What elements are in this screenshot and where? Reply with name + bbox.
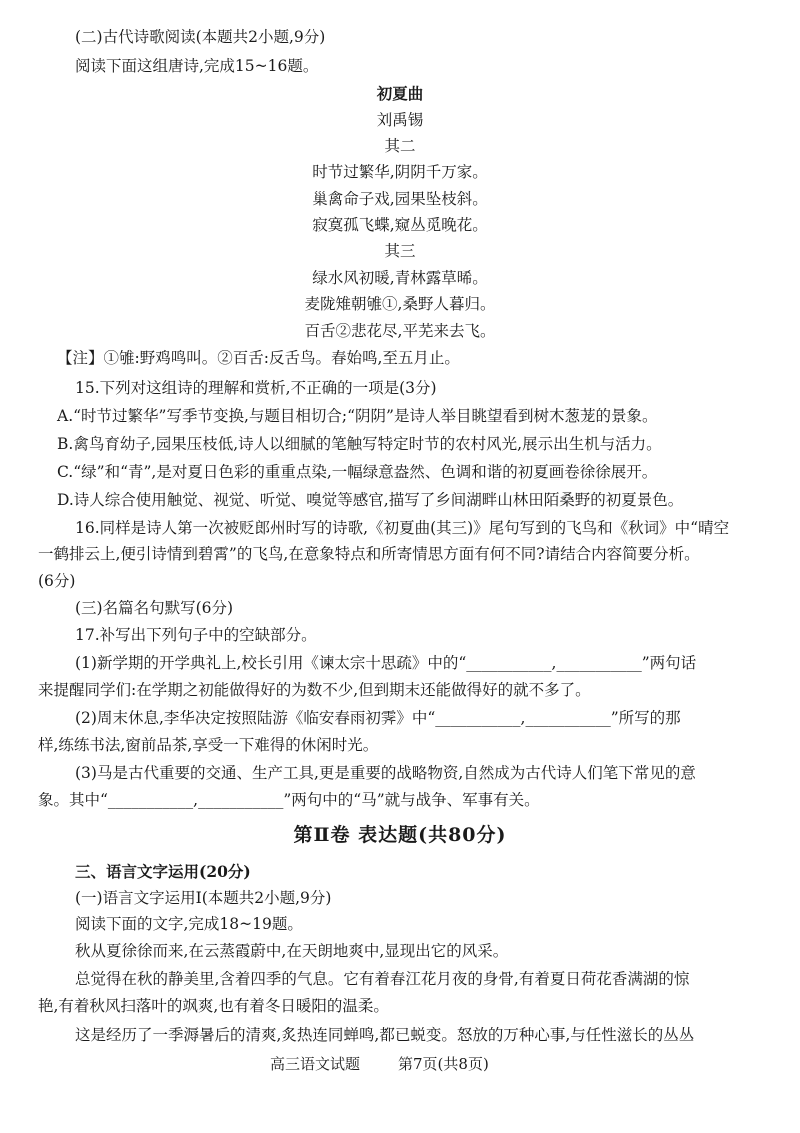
part2-title: 第Ⅱ卷 表达题(共80分) (293, 824, 507, 846)
poem-part2-label: 其二 (384, 137, 416, 155)
q16-line: (6分) (38, 572, 76, 590)
poem-part3-label: 其三 (384, 242, 416, 260)
poem-line: 麦陇雉朝雊①,桑野人暮归。 (304, 295, 496, 313)
section-famous-lines-heading: (三)名篇名句默写(6分) (75, 599, 234, 617)
q15-option-d: D.诗人综合使用触觉、视觉、听觉、嗅觉等感官,描写了乡间湖畔山林田陌桑野的初夏景色。 (57, 491, 684, 509)
section3-heading: 三、语言文字运用(20分) (75, 862, 251, 881)
poem-author: 刘禹锡 (376, 111, 424, 129)
poem-line: 时节过繁华,阴阴千万家。 (312, 163, 488, 181)
passage-paragraph-cont: 艳,有着秋风扫落叶的飒爽,也有着冬日暖阳的温柔。 (38, 997, 389, 1015)
poem-note: 【注】①雊:野鸡鸣叫。②百舌:反舌鸟。春始鸣,至五月止。 (57, 349, 460, 367)
section3-instruction: 阅读下面的文字,完成18~19题。 (75, 915, 303, 933)
q16-line: 一鹤排云上,便引诗情到碧霄”的飞鸟,在意象特点和所寄情思方面有何不同?请结合内容简要分析。 (38, 545, 700, 563)
passage-paragraph: 总觉得在秋的静美里,含着四季的气息。它有着春江花月夜的身骨,有着夏日荷花香满湖的惊 (75, 970, 690, 988)
q15-option-a: A.“时节过繁华”写季节变换,与题目相切合;“阴阴”是诗人举目眺望看到树木葱茏的景象。 (57, 407, 658, 425)
poem-line: 绿水风初暖,青林露草晞。 (312, 269, 488, 287)
q15-stem: 15.下列对这组诗的理解和赏析,不正确的一项是(3分) (75, 379, 437, 397)
poem-title: 初夏曲 (376, 84, 424, 103)
q15-option-b: B.禽鸟育幼子,园果压枝低,诗人以细腻的笔触写特定时节的农村风光,展示出生机与活力。 (57, 435, 662, 453)
footer-subject: 高三语文试题 (270, 1055, 361, 1073)
q15-option-c: C.“绿”和“青”,是对夏日色彩的重重点染,一幅绿意盎然、色调和谐的初夏画卷徐徐展开。 (57, 463, 658, 481)
section-ancient-poetry-heading: (二)古代诗歌阅读(本题共2小题,9分) (75, 28, 326, 46)
q17-item2-cont: 样,练练书法,窗前品茶,享受一下难得的休闲时光。 (38, 736, 379, 754)
footer-page-number: 第7页(共8页) (398, 1055, 489, 1073)
q17-item3-cont: 象。其中“___________,___________”两句中的“马”就与战争、军事有关。 (38, 791, 540, 809)
poem-line: 寂寞孤飞蝶,窥丛觅晚花。 (312, 216, 488, 234)
poem-line: 巢禽命子戏,园果坠枝斜。 (312, 190, 488, 208)
q17-item2: (2)周末休息,李华决定按照陆游《临安春雨初霁》中“___________,___________”所写的那 (75, 709, 681, 727)
q16-line: 16.同样是诗人第一次被贬郎州时写的诗歌,《初夏曲(其三)》尾句写到的飞鸟和《秋词》中“晴空 (75, 519, 730, 537)
section-ancient-poetry-instruction: 阅读下面这组唐诗,完成15~16题。 (75, 57, 319, 75)
poem-line: 百舌②悲花尽,平芜来去飞。 (304, 322, 496, 340)
q17-item3: (3)马是古代重要的交通、生产工具,更是重要的战略物资,自然成为古代诗人们笔下常见的意 (75, 764, 696, 782)
q17-item1: (1)新学期的开学典礼上,校长引用《谏太宗十思疏》中的“___________,___________”两句话 (75, 654, 697, 672)
passage-paragraph: 这是经历了一季溽暑后的清爽,炙热连同蝉鸣,都已蜕变。怒放的万种心事,与任性滋长的丛丛 (75, 1026, 695, 1044)
q17-item1-cont: 来提醒同学们:在学期之初能做得好的为数不少,但到期末还能做得好的就不多了。 (38, 681, 591, 699)
section3-sub-heading: (一)语言文字运用Ⅰ(本题共2小题,9分) (75, 889, 332, 907)
passage-paragraph: 秋从夏徐徐而来,在云蒸霞蔚中,在天朗地爽中,显现出它的风采。 (75, 942, 509, 960)
q17-stem: 17.补写出下列句子中的空缺部分。 (75, 626, 317, 644)
